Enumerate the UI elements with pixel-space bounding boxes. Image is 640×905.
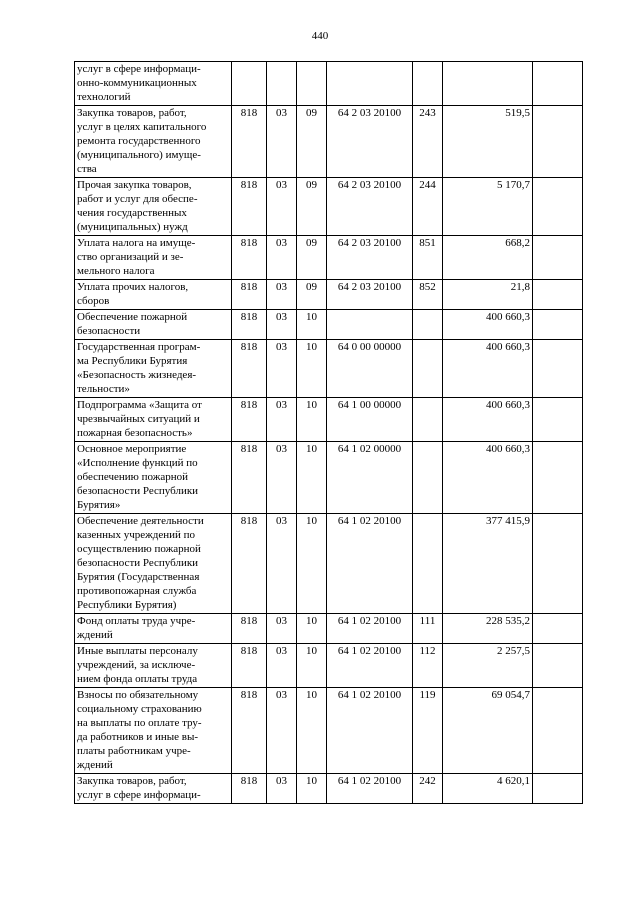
table-row	[75, 340, 583, 398]
section-code-cell: 03	[267, 688, 297, 774]
subsection-code-cell: 09	[297, 178, 327, 236]
target-article-code-cell: 64 1 02 20100	[327, 514, 413, 614]
ministry-code-cell: 818	[232, 236, 267, 280]
amount-cell: 400 660,3	[443, 442, 533, 514]
section-code-cell: 03	[267, 398, 297, 442]
expense-type-code-cell: 242	[413, 774, 443, 804]
ministry-code-cell: 818	[232, 644, 267, 688]
amount-cell: 4 620,1	[443, 774, 533, 804]
section-code-cell: 03	[267, 614, 297, 644]
section-code-cell: 03	[267, 280, 297, 310]
subsection-code-cell	[297, 62, 327, 106]
target-article-code-cell: 64 0 00 00000	[327, 340, 413, 398]
row-name-cell: Подпрограмма «Защита от чрезвычайных ситуаций и пожарная безопасность»	[75, 398, 232, 442]
extra-cell	[533, 614, 583, 644]
row-name-cell: Уплата прочих налогов, сборов	[75, 280, 232, 310]
subsection-code-cell: 10	[297, 774, 327, 804]
expense-type-code-cell: 244	[413, 178, 443, 236]
extra-cell	[533, 774, 583, 804]
target-article-code-cell: 64 2 03 20100	[327, 280, 413, 310]
ministry-code-cell: 818	[232, 178, 267, 236]
expense-type-code-cell	[413, 514, 443, 614]
amount-cell: 400 660,3	[443, 398, 533, 442]
extra-cell	[533, 106, 583, 178]
ministry-code-cell	[232, 62, 267, 106]
subsection-code-cell: 10	[297, 688, 327, 774]
row-name-cell: Прочая закупка товаров, работ и услуг для обеспе- чения государственных (муниципальных) нужд	[75, 178, 232, 236]
extra-cell	[533, 514, 583, 614]
table-row	[75, 688, 583, 774]
row-name-cell: услуг в сфере информаци- онно-коммуникационных технологий	[75, 62, 232, 106]
expense-type-code-cell	[413, 442, 443, 514]
expense-type-code-cell: 243	[413, 106, 443, 178]
ministry-code-cell: 818	[232, 774, 267, 804]
amount-cell: 228 535,2	[443, 614, 533, 644]
expense-type-code-cell: 112	[413, 644, 443, 688]
amount-cell: 400 660,3	[443, 340, 533, 398]
extra-cell	[533, 644, 583, 688]
table-row	[75, 106, 583, 178]
table-row	[75, 774, 583, 804]
ministry-code-cell: 818	[232, 688, 267, 774]
target-article-code-cell: 64 2 03 20100	[327, 106, 413, 178]
ministry-code-cell: 818	[232, 614, 267, 644]
extra-cell	[533, 688, 583, 774]
target-article-code-cell	[327, 310, 413, 340]
subsection-code-cell: 09	[297, 236, 327, 280]
ministry-code-cell: 818	[232, 280, 267, 310]
subsection-code-cell: 09	[297, 280, 327, 310]
amount-cell: 400 660,3	[443, 310, 533, 340]
target-article-code-cell: 64 2 03 20100	[327, 178, 413, 236]
page-number: 440	[311, 30, 329, 42]
table-row	[75, 236, 583, 280]
row-name-cell: Иные выплаты персоналу учреждений, за исключе- нием фонда оплаты труда	[75, 644, 232, 688]
section-code-cell: 03	[267, 774, 297, 804]
amount-cell: 69 054,7	[443, 688, 533, 774]
amount-cell: 2 257,5	[443, 644, 533, 688]
ministry-code-cell: 818	[232, 340, 267, 398]
row-name-cell: Государственная програм- ма Республики Бурятия «Безопасность жизнедея- тельности»	[75, 340, 232, 398]
section-code-cell: 03	[267, 106, 297, 178]
expense-type-code-cell	[413, 310, 443, 340]
target-article-code-cell: 64 1 00 00000	[327, 398, 413, 442]
table-row	[75, 614, 583, 644]
extra-cell	[533, 442, 583, 514]
ministry-code-cell: 818	[232, 398, 267, 442]
expense-type-code-cell: 852	[413, 280, 443, 310]
expense-type-code-cell	[413, 398, 443, 442]
amount-cell: 377 415,9	[443, 514, 533, 614]
row-name-cell: Взносы по обязательному социальному страхованию на выплаты по оплате тру- да работников и иные вы- платы работникам учре- ждений	[75, 688, 232, 774]
section-code-cell: 03	[267, 236, 297, 280]
expense-type-code-cell	[413, 340, 443, 398]
section-code-cell: 03	[267, 514, 297, 614]
amount-cell	[443, 62, 533, 106]
subsection-code-cell: 10	[297, 442, 327, 514]
extra-cell	[533, 340, 583, 398]
row-name-cell: Фонд оплаты труда учре- ждений	[75, 614, 232, 644]
expense-type-code-cell	[413, 62, 443, 106]
subsection-code-cell: 10	[297, 340, 327, 398]
expense-type-code-cell: 119	[413, 688, 443, 774]
subsection-code-cell: 10	[297, 614, 327, 644]
row-name-cell: Обеспечение деятельности казенных учреждений по осуществлению пожарной безопасности Республики Бурятия (Государственная противопожарная служба Республики Бурятия)	[75, 514, 232, 614]
table-row	[75, 644, 583, 688]
extra-cell	[533, 280, 583, 310]
amount-cell: 668,2	[443, 236, 533, 280]
ministry-code-cell: 818	[232, 514, 267, 614]
extra-cell	[533, 178, 583, 236]
table-row	[75, 62, 583, 106]
subsection-code-cell: 10	[297, 310, 327, 340]
subsection-code-cell: 09	[297, 106, 327, 178]
subsection-code-cell: 10	[297, 644, 327, 688]
section-code-cell: 03	[267, 340, 297, 398]
row-name-cell: Обеспечение пожарной безопасности	[75, 310, 232, 340]
section-code-cell: 03	[267, 178, 297, 236]
table-row	[75, 310, 583, 340]
expense-type-code-cell: 851	[413, 236, 443, 280]
target-article-code-cell: 64 1 02 20100	[327, 644, 413, 688]
ministry-code-cell: 818	[232, 106, 267, 178]
table-row	[75, 280, 583, 310]
table-row	[75, 178, 583, 236]
target-article-code-cell: 64 1 02 20100	[327, 688, 413, 774]
amount-cell: 519,5	[443, 106, 533, 178]
target-article-code-cell: 64 2 03 20100	[327, 236, 413, 280]
section-code-cell	[267, 62, 297, 106]
row-name-cell: Основное мероприятие «Исполнение функций по обеспечению пожарной безопасности Республики Бурятия»	[75, 442, 232, 514]
row-name-cell: Уплата налога на имуще- ство организаций и зе- мельного налога	[75, 236, 232, 280]
target-article-code-cell: 64 1 02 20100	[327, 614, 413, 644]
target-article-code-cell	[327, 62, 413, 106]
amount-cell: 5 170,7	[443, 178, 533, 236]
table-row	[75, 398, 583, 442]
row-name-cell: Закупка товаров, работ, услуг в целях капитального ремонта государственного (муниципального) имуще- ства	[75, 106, 232, 178]
ministry-code-cell: 818	[232, 310, 267, 340]
amount-cell: 21,8	[443, 280, 533, 310]
ministry-code-cell: 818	[232, 442, 267, 514]
subsection-code-cell: 10	[297, 398, 327, 442]
subsection-code-cell: 10	[297, 514, 327, 614]
budget-table	[74, 61, 583, 804]
extra-cell	[533, 62, 583, 106]
extra-cell	[533, 310, 583, 340]
row-name-cell: Закупка товаров, работ, услуг в сфере информаци-	[75, 774, 232, 804]
section-code-cell: 03	[267, 310, 297, 340]
extra-cell	[533, 236, 583, 280]
extra-cell	[533, 398, 583, 442]
section-code-cell: 03	[267, 442, 297, 514]
table-row	[75, 514, 583, 614]
section-code-cell: 03	[267, 644, 297, 688]
target-article-code-cell: 64 1 02 20100	[327, 774, 413, 804]
target-article-code-cell: 64 1 02 00000	[327, 442, 413, 514]
table-row	[75, 442, 583, 514]
expense-type-code-cell: 111	[413, 614, 443, 644]
